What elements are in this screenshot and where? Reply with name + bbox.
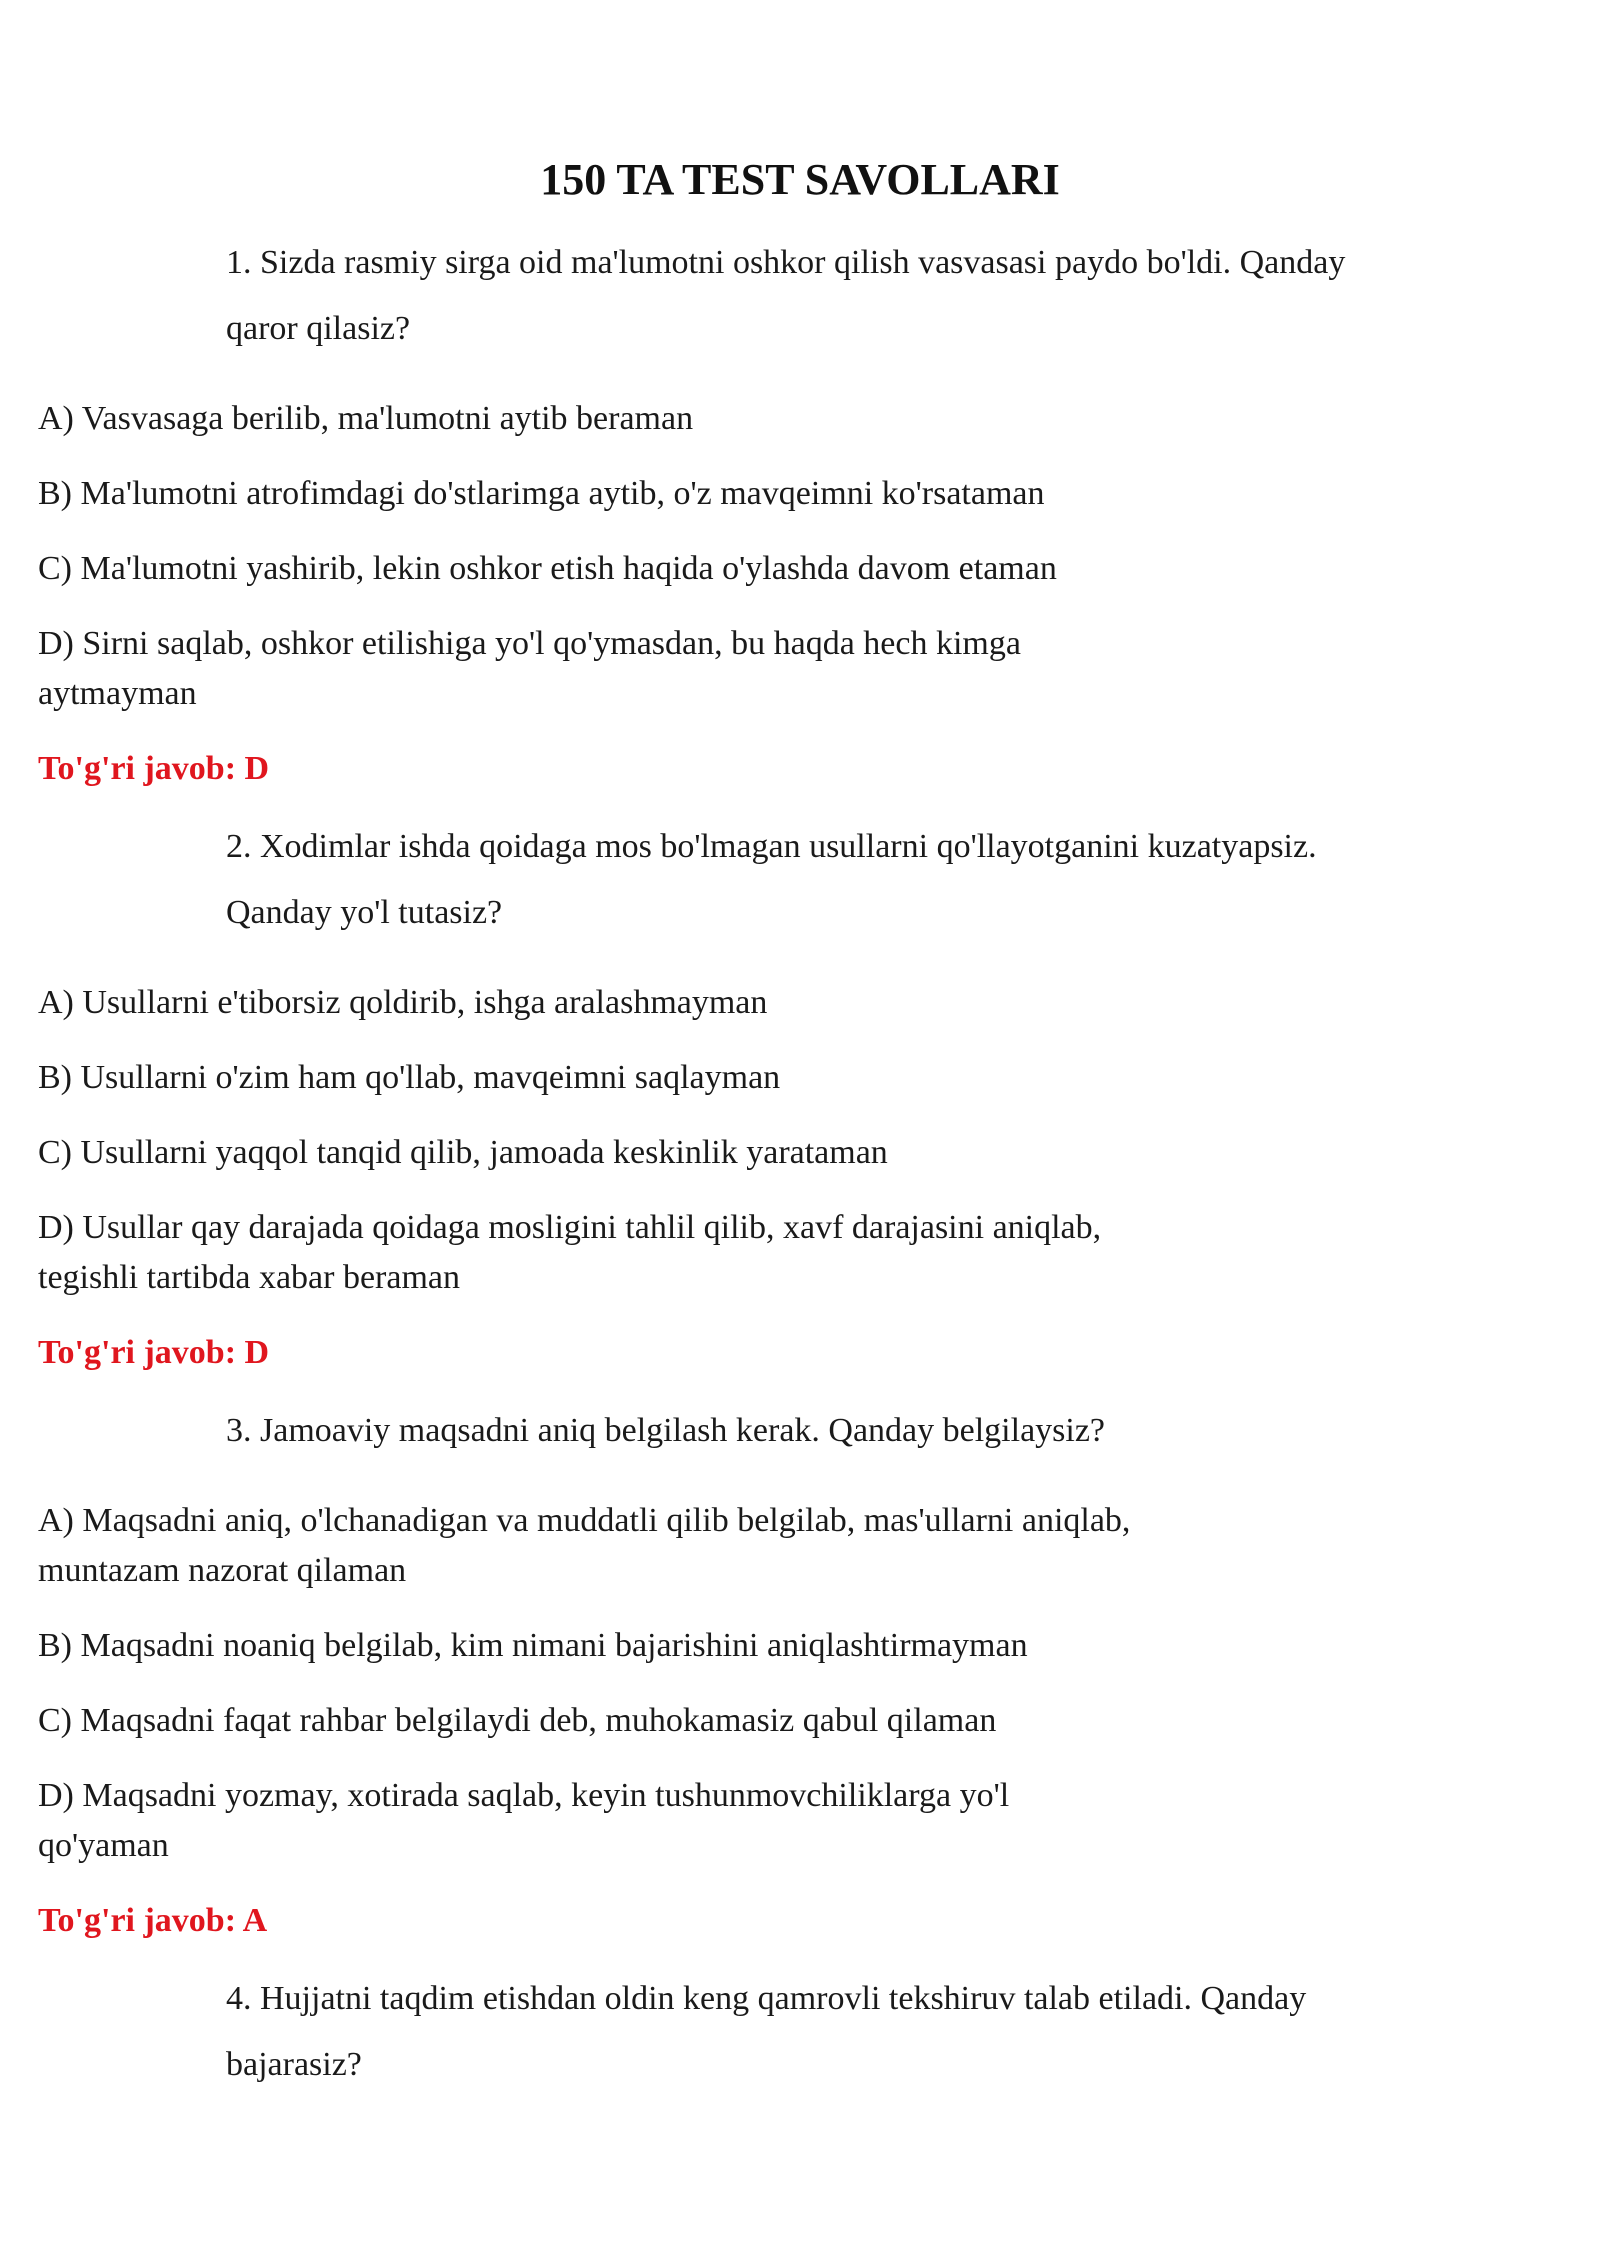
options-list	[0, 394, 1600, 719]
option-a	[38, 978, 1600, 1028]
option-a	[38, 394, 1600, 444]
option-line: aytmayman	[38, 675, 197, 712]
question-1	[0, 230, 1600, 794]
option-c	[38, 1696, 1600, 1746]
option-line: qo'yaman	[38, 1827, 169, 1864]
option-line: C) Maqsadni faqat rahbar belgilaydi deb, muhokamasiz qabul qilaman	[38, 1702, 997, 1739]
correct-answer: To'g'ri javob: D	[38, 750, 270, 787]
question-line: qaror qilasiz?	[226, 310, 411, 347]
options-list	[0, 978, 1600, 1303]
option-line: A) Maqsadni aniq, o'lchanadigan va muddatli qilib belgilab, mas'ullarni aniqlab,	[38, 1502, 1131, 1539]
question-line: Qanday yo'l tutasiz?	[226, 894, 503, 931]
option-b	[38, 1053, 1600, 1103]
question-line: bajarasiz?	[226, 2046, 362, 2083]
option-line: D) Usullar qay darajada qoidaga mosligini tahlil qilib, xavf darajasini aniqlab,	[38, 1209, 1102, 1246]
option-d	[38, 1771, 1600, 1871]
option-line: D) Sirni saqlab, oshkor etilishiga yo'l qo'ymasdan, bu haqda hech kimga	[38, 625, 1021, 662]
option-line: C) Ma'lumotni yashirib, lekin oshkor etish haqida o'ylashda davom etaman	[38, 550, 1057, 587]
option-line: B) Maqsadni noaniq belgilab, kim nimani bajarishini aniqlashtirmayman	[38, 1627, 1028, 1664]
option-line: D) Maqsadni yozmay, xotirada saqlab, keyin tushunmovchiliklarga yo'l	[38, 1777, 1010, 1814]
correct-answer: To'g'ri javob: A	[38, 1902, 268, 1939]
option-line: muntazam nazorat qilaman	[38, 1552, 407, 1589]
option-d	[38, 1203, 1600, 1303]
question-line: 3. Jamoaviy maqsadni aniq belgilash kerak. Qanday belgilaysiz?	[226, 1412, 1106, 1449]
option-b	[38, 469, 1600, 519]
option-c	[38, 1128, 1600, 1178]
option-a	[38, 1496, 1600, 1596]
question-line: 2. Xodimlar ishda qoidaga mos bo'lmagan usullarni qo'llayotganini kuzatyapsiz.	[226, 828, 1317, 865]
question-3	[0, 1398, 1600, 1946]
question-line: 4. Hujjatni taqdim etishdan oldin keng qamrovli tekshiruv talab etiladi. Qanday	[226, 1980, 1307, 2017]
question-text	[0, 1398, 1600, 1464]
option-line: tegishli tartibda xabar beraman	[38, 1259, 460, 1296]
option-line: A) Vasvasaga berilib, ma'lumotni aytib beraman	[38, 400, 694, 437]
option-line: B) Usullarni o'zim ham qo'llab, mavqeimni saqlayman	[38, 1059, 781, 1096]
question-text	[0, 1966, 1600, 2098]
correct-answer: To'g'ri javob: D	[38, 1334, 270, 1371]
option-d	[38, 619, 1600, 719]
question-2	[0, 814, 1600, 1378]
options-list	[0, 1496, 1600, 1871]
question-4	[0, 1966, 1600, 2098]
option-line: B) Ma'lumotni atrofimdagi do'stlarimga aytib, o'z mavqeimni ko'rsataman	[38, 475, 1045, 512]
option-c	[38, 544, 1600, 594]
option-line: A) Usullarni e'tiborsiz qoldirib, ishga aralashmayman	[38, 984, 768, 1021]
question-text	[0, 230, 1600, 362]
option-b	[38, 1621, 1600, 1671]
option-line: C) Usullarni yaqqol tanqid qilib, jamoada keskinlik yarataman	[38, 1134, 888, 1171]
question-text	[0, 814, 1600, 946]
question-line: 1. Sizda rasmiy sirga oid ma'lumotni oshkor qilish vasvasasi paydo bo'ldi. Qanday	[226, 244, 1346, 281]
page-title: 150 TA TEST SAVOLLARI	[540, 155, 1060, 204]
